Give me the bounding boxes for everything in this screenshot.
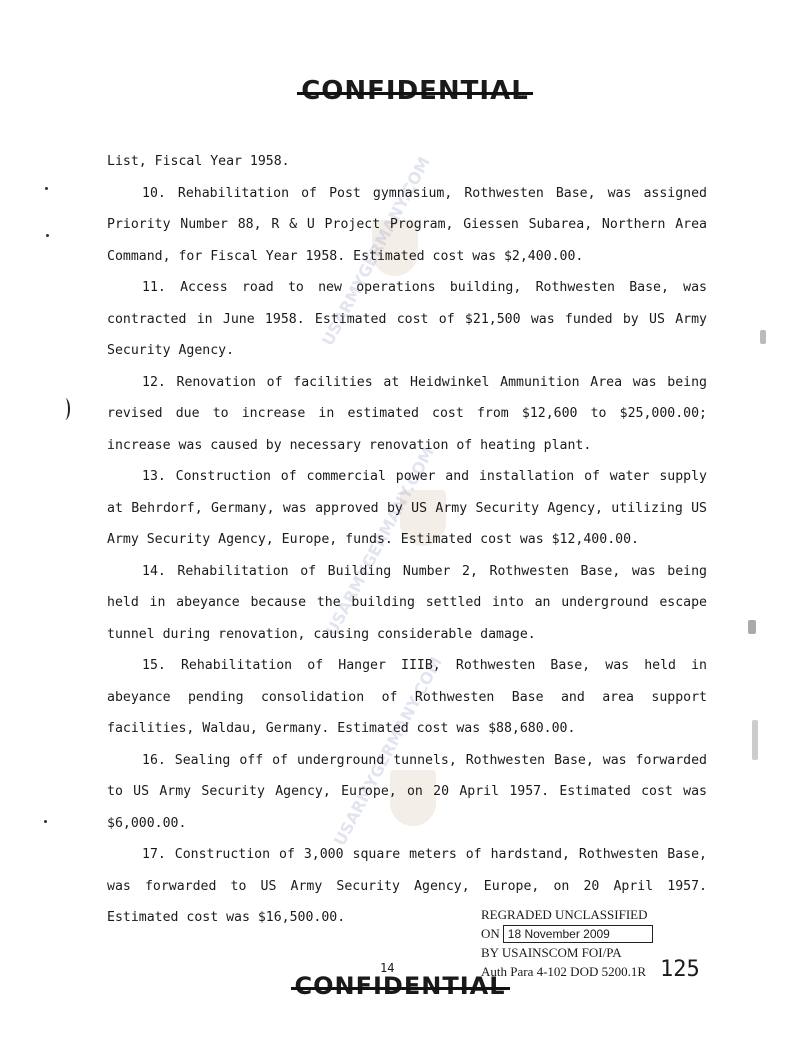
scan-speck xyxy=(752,720,758,760)
scan-speck xyxy=(748,620,756,634)
watermark-text: USARMYGERMANY.COM xyxy=(322,443,438,639)
watermark-text: USARMYGERMANY.COM xyxy=(318,153,434,349)
stamp-date-field: 18 November 2009 xyxy=(503,925,653,943)
paragraph: 10. Rehabilitation of Post gymnasium, Rothwesten Base, was assigned Priority Number 88, R & U Project Program, Giessen Subarea, Northern Area Command, for Fiscal Year 1958. Estimated cost was $2,400.00. xyxy=(107,185,707,264)
stamp-line: REGRADED UNCLASSIFIED xyxy=(481,907,648,922)
stamp-on-label: ON xyxy=(481,926,500,941)
paragraph: 16. Sealing off of underground tunnels, Rothwesten Base, was forwarded to US Army Security Agency, Europe, on 20 April 1957. Estimated cost was $6,000.00. xyxy=(107,752,707,831)
scan-speck xyxy=(45,187,48,190)
document-number: 125 xyxy=(660,957,700,982)
scan-speck xyxy=(44,820,47,823)
stamp-line: Auth Para 4-102 DOD 5200.1R xyxy=(481,964,647,979)
stamp-date-row xyxy=(481,924,681,943)
scan-speck xyxy=(760,330,766,344)
footer-classification: CONFIDENTIAL xyxy=(294,972,506,1000)
paragraph: 13. Construction of commercial power and installation of water supply at Behrdorf, Germany, was approved by US Army Security Agency, utilizing US Army Security Agency, Europe, funds. Estimated cost was $12,400.00. xyxy=(107,469,707,547)
header-classification: CONFIDENTIAL xyxy=(301,76,529,106)
watermark-text: USARMYGERMANY.COM xyxy=(330,653,446,849)
paragraph: 11. Access road to new operations building, Rothwesten Base, was contracted in June 1958. Estimated cost of $21,500 was funded by US Army Security Agency. xyxy=(107,280,707,358)
scan-speck xyxy=(46,234,49,237)
punch-mark xyxy=(60,398,70,420)
regraded-stamp xyxy=(481,905,681,981)
page-number: 14 xyxy=(380,961,395,975)
paragraph: 12. Renovation of facilities at Heidwinkel Ammunition Area was being revised due to increase in estimated cost from $12,600 to $25,000.00; increase was caused by necessary renovation of heating plant. xyxy=(107,374,707,453)
paragraph: List, Fiscal Year 1958. xyxy=(107,154,290,169)
document-body xyxy=(107,146,707,934)
paragraph: 17. Construction of 3,000 square meters of hardstand, Rothwesten Base, was forwarded to US Army Security Agency, Europe, on 20 April 1957. Estimated cost was $16,500.00. xyxy=(107,847,707,925)
paragraph: 14. Rehabilitation of Building Number 2, Rothwesten Base, was being held in abeyance because the building settled into an underground escape tunnel during renovation, causing considerable damage. xyxy=(107,563,707,642)
paragraph: 15. Rehabilitation of Hanger IIIB, Rothwesten Base, was held in abeyance pending consolidation of Rothwesten Base and area support facilities, Waldau, Germany. Estimated cost was $88,680.00. xyxy=(107,658,707,736)
stamp-line: BY USAINSCOM FOI/PA xyxy=(481,945,622,960)
